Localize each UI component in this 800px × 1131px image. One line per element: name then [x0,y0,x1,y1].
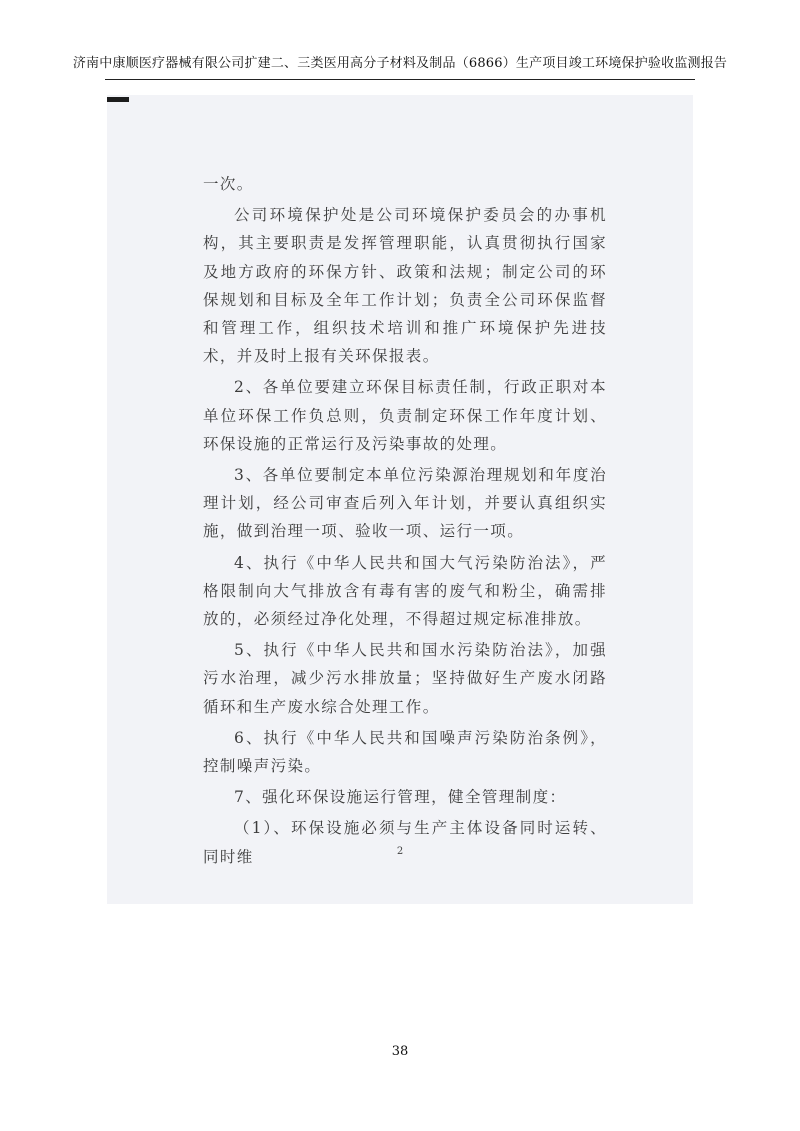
paragraph: 6、执行《中华人民共和国噪声污染防治条例》，控制噪声污染。 [203,728,607,776]
report-header-title: 济南中康顺医疗器械有限公司扩建二、三类医用高分子材料及制品（6866）生产项目竣工环境保护验收监测报告 [72,56,728,71]
paragraph: 2、各单位要建立环保目标责任制，行政正职对本单位环保工作负总则，负责制定环保工作年度计划、环保设施的正常运行及污染事故的处理。 [203,378,607,453]
scanned-page-number: 2 [396,846,404,857]
page-number: 38 [391,1044,409,1059]
scanned-text-block [203,170,607,874]
header-divider [105,79,695,80]
paragraph: 一次。 [203,175,254,193]
paragraph: 公司环境保护处是公司环境保护委员会的办事机构，其主要职责是发挥管理职能，认真贯彻执行国家及地方政府的环保方针、政策和法规；制定公司的环保规划和目标及全年工作计划；负责全公司环保监督和管理工作，组织技术培训和推广环境保护先进技术，并及时上报有关环保报表。 [203,206,607,366]
paragraph: 5、执行《中华人民共和国水污染防治法》，加强污水治理，减少污水排放量；坚持做好生产废水闭路循环和生产废水综合处理工作。 [203,641,607,716]
paragraph: 4、执行《中华人民共和国大气污染防治法》，严格限制向大气排放含有毒有害的废气和粉尘，确需排放的，必须经过净化处理，不得超过规定标准排放。 [203,553,607,629]
paragraph: （1）、环保设施必须与生产主体设备同时运转、同时维 [203,819,607,866]
scan-edge-mark [107,97,129,102]
paragraph: 3、各单位要制定本单位污染源治理规划和年度治理计划，经公司审查后列入年计划，并要认真组织实施，做到治理一项、验收一项、运行一项。 [203,466,607,541]
paragraph: 7、强化环保设施运行管理，健全管理制度： [234,788,567,807]
